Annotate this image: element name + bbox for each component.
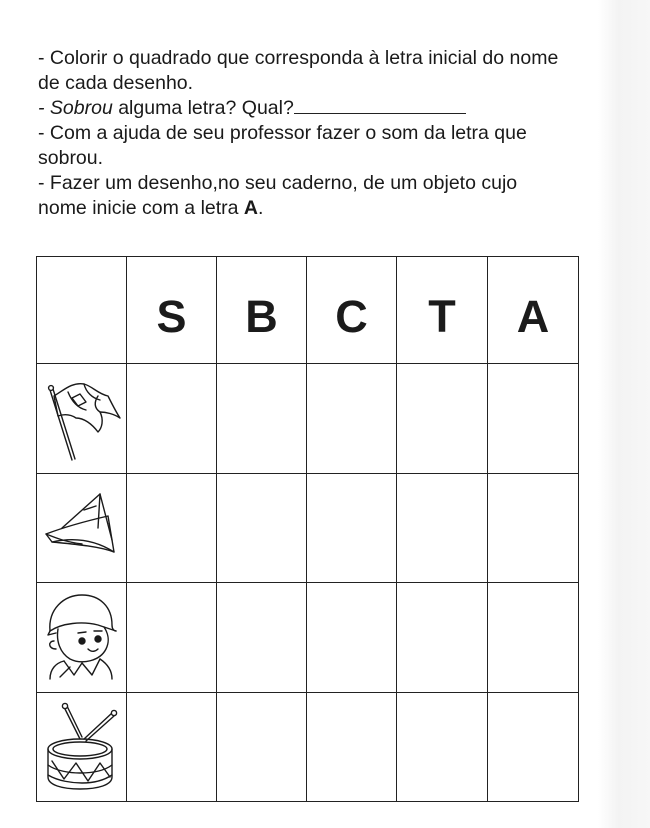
flag-icon [42,374,122,464]
instruction-2-rest: alguma letra? Qual? [112,97,294,119]
soldier-icon [42,591,122,683]
letter-cell-a [488,257,579,364]
answer-cell[interactable] [127,473,217,582]
letter-b: B [245,291,278,343]
instruction-1-line-b: de cada desenho. [38,72,194,94]
instruction-3-line-b: sobrou. [38,147,104,169]
answer-cell[interactable] [488,583,579,692]
answer-cell[interactable] [217,692,307,801]
row-soldier [37,583,579,692]
corner-cell [37,257,127,364]
answer-cell[interactable] [397,473,488,582]
instruction-4 [38,171,580,221]
letter-s: S [156,291,187,343]
letter-a: A [516,291,550,343]
instruction-4-line-b: nome inicie com a letra [38,197,244,219]
answer-cell[interactable] [488,364,579,473]
answer-cell[interactable] [488,473,579,582]
letter-grid [36,256,579,802]
answer-cell[interactable] [217,473,307,582]
answer-blank-line[interactable] [294,98,466,114]
letter-c: C [335,291,368,343]
answer-cell[interactable] [127,583,217,692]
instruction-4-end: . [258,197,264,219]
answer-cell[interactable] [127,364,217,473]
instruction-4-line-a: - Fazer um desenho,no seu caderno, de um objeto cujo [38,172,518,194]
instruction-1 [38,46,580,96]
instruction-1-line-a: - Colorir o quadrado que corresponda à letra inicial do nome [38,47,559,69]
picture-cell-hat [37,473,127,582]
row-flag [37,364,579,473]
picture-cell-drum [37,692,127,801]
instruction-4-letter: A [243,197,259,219]
page-edge-shadow [598,0,650,828]
answer-cell[interactable] [307,364,397,473]
row-hat [37,473,579,582]
letter-t: T [428,291,456,343]
instructions [38,46,580,221]
answer-cell[interactable] [488,692,579,801]
header-row [37,257,579,364]
answer-cell[interactable] [217,364,307,473]
answer-cell[interactable] [307,692,397,801]
row-drum [37,692,579,801]
drum-icon [42,701,122,793]
instruction-2 [38,96,580,121]
answer-cell[interactable] [397,692,488,801]
answer-cell[interactable] [127,692,217,801]
answer-cell[interactable] [307,583,397,692]
instruction-3 [38,121,580,171]
picture-cell-soldier [37,583,127,692]
letter-cell-t [397,257,488,364]
letter-cell-b [217,257,307,364]
letter-cell-s [127,257,217,364]
answer-cell[interactable] [217,583,307,692]
answer-cell[interactable] [307,473,397,582]
paper-hat-icon [42,488,122,568]
answer-cell[interactable] [397,583,488,692]
picture-cell-flag [37,364,127,473]
instruction-3-line-a: - Com a ajuda de seu professor fazer o som da letra que [38,122,527,144]
answer-cell[interactable] [397,364,488,473]
instruction-2-italic: - Sobrou [38,97,113,119]
letter-cell-c [307,257,397,364]
